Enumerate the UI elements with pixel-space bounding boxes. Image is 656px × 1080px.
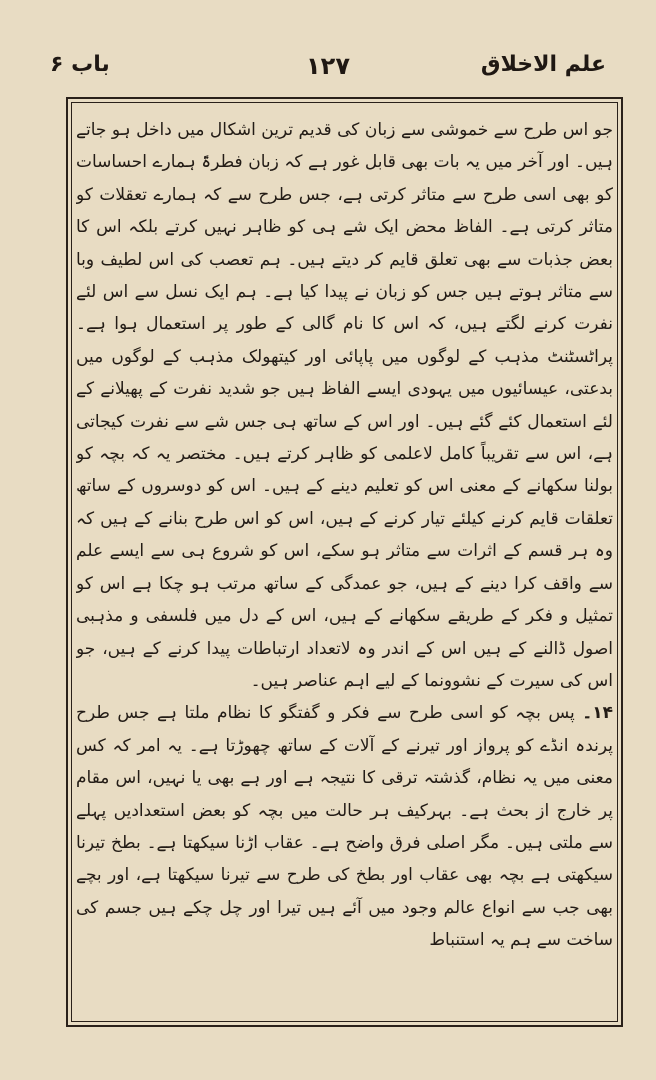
paragraph-text: پس بچہ کو اسی طرح سے فکر و گفتگو کا نظام ملتا ہے جس طرح پرندہ انڈے کو پرواز اور تیرنے کے آلات کے ساتھ چھوڑتا ہے۔ یہ امر کہ کس معنی میں یہ نظام، گذشتہ ترقی کا نتیجہ ہے اور ہے بھی یا نہیں، اس مقام پر خارج از بحث ہے۔ بہرکیف ہر حالت میں بچہ کو بعض استعدادیں پہلے سے ملتی ہیں۔ مگر اصلی فرق واضح ہے۔ عقاب اڑنا سیکھتا ہے۔ بطخ تیرنا سیکھتی ہے بچہ بھی عقاب اور بطخ کی طرح سے تیرنا سیکھتا ہے، اور بچے بھی جب سے انواع عالم وجود میں آئے ہیں تیرا اور چل چکے ہیں جسم کی ساخت سے ہم یہ استنباط	[76, 703, 613, 951]
paragraph: جو اس طرح سے خموشی سے زبان کی قدیم ترین اشکال میں داخل ہو جاتے ہیں۔ اور آخر میں یہ بات بھی قابل غور ہے کہ زبان فطرۃً ہمارے احساسات کو بھی اسی طرح سے متاثر کرتی ہے، جس طرح سے کہ ہمارے تعقلات کو متاثر کرتی ہے۔ الفاظ محض ایک شے ہی کو ظاہر نہیں کرتے بلکہ اس کا بعض جذبات سے بھی تعلق قایم کر دیتے ہیں۔ ہم تعصب کی اس لطیف وبا سے متاثر ہوتے ہیں جس کو زبان نے پیدا کیا ہے۔ ہم ایک نسل سے اس لئے نفرت کرنے لگتے ہیں، کہ اس کا نام گالی کے طور پر استعمال ہوا ہے۔ پراٹسٹنٹ مذہب کے لوگوں میں پاپائی اور کیتھولک مذہب کے لوگوں میں بدعتی، عیسائیوں میں یہودی ایسے الفاظ ہیں جو شدید نفرت کے پھیلانے کے لئے استعمال کئے گئے ہیں۔ اور اس کے ساتھ ہی جس شے سے نفرت کیجاتی ہے، اس سے تقریباً کامل لاعلمی کو ظاہر کرتے ہیں۔ مختصر یہ کہ بچہ کو بولنا سکھانے کے معنی اس کو تعلیم دینے کے ہیں۔ اس کو دوسروں کے ساتھ تعلقات قایم کرنے کیلئے تیار کرنے کے ہیں، اس کو اس طرح بنانے کے ہیں کہ وہ ہر قسم کے اثرات سے متاثر ہو سکے، اس کو شروع ہی سے ایسے علم سے واقف کرا دینے کے ہیں، جو عمدگی کے ساتھ مرتب ہو چکا ہے اس کو تمثیل و فکر کے طریقے سکھانے کے ہیں، اس کے دل میں فلسفی و مذہبی اصول ڈالنے کے ہیں اس کے اندر وہ لاتعداد ارتباطات پیدا کرنے کے ہیں، جو اس کی سیرت کے نشوونما کے لیے اہم عناصر ہیں۔	[76, 120, 613, 691]
paragraph-number: ۱۴۔	[582, 703, 613, 724]
body-text	[76, 114, 613, 1019]
page-header	[50, 52, 606, 92]
running-chapter-label: باب ۶	[50, 52, 110, 77]
paragraph	[76, 697, 613, 956]
page-number: ۱۲۷	[306, 52, 350, 80]
running-book-title: علم الاخلاق	[480, 52, 606, 77]
